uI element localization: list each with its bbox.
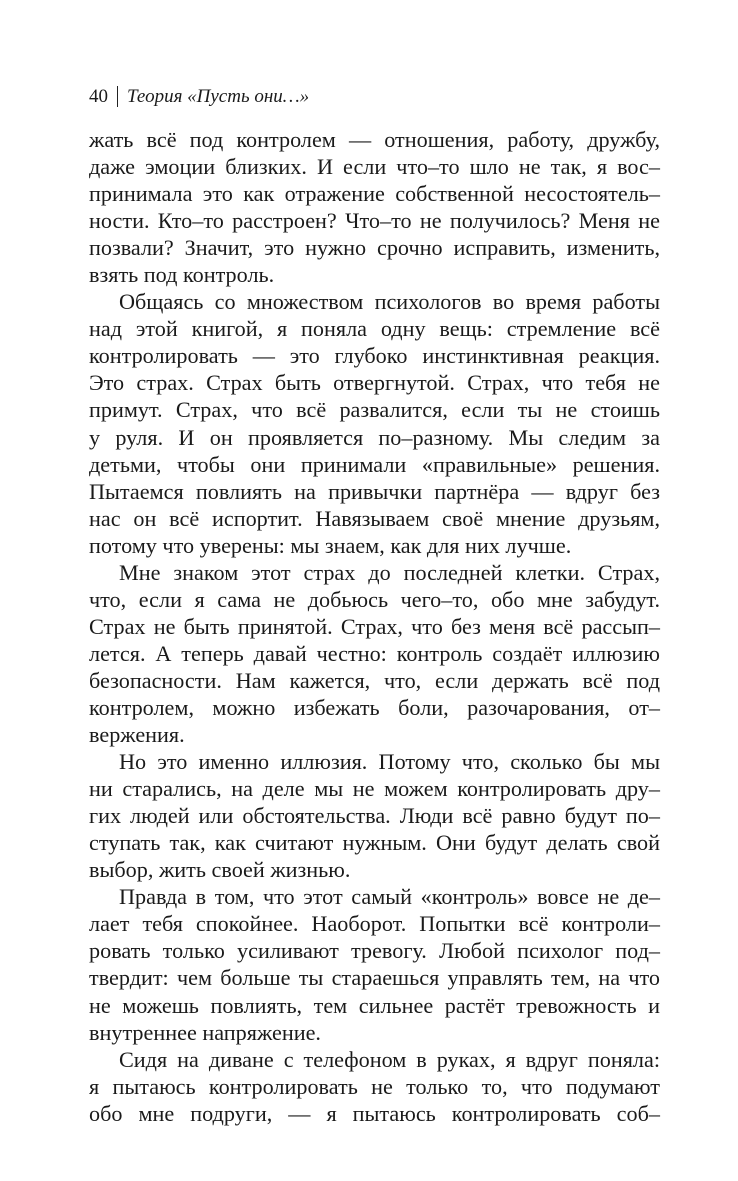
text-line: не можешь повлиять, тем сильнее растёт тревожность и <box>89 992 660 1018</box>
text-line: Общаясь со множеством психологов во время работы <box>119 289 660 315</box>
text-line: детьми, чтобы они принимали «правильные» решения. <box>89 451 660 477</box>
text-line: ступать так, как считают нужным. Они будут делать свой <box>89 830 660 856</box>
text-line: принимала это как отражение собственной несостоятель– <box>89 181 660 207</box>
paragraph <box>89 559 660 748</box>
text-line: безопасности. Нам кажется, что, если держать всё под <box>89 667 660 693</box>
text-line: Пытаемся повлиять на привычки партнёра — вдруг без <box>89 478 660 504</box>
text-line: обо мне подруги, — я пытаюсь контролировать соб– <box>89 1100 660 1126</box>
text-line: выбор, жить своей жизнью. <box>89 857 351 883</box>
paragraph <box>89 748 660 883</box>
text-line: ни старались, на деле мы не можем контролировать дру– <box>89 776 660 802</box>
text-line: над этой книгой, я поняла одну вещь: стремление всё <box>89 316 660 342</box>
text-line: примут. Страх, что всё развалится, если ты не стоишь <box>89 397 660 423</box>
text-line: Сидя на диване с телефоном в руках, я вдруг поняла: <box>119 1046 660 1072</box>
text-line: контролем, можно избежать боли, разочарования, от– <box>89 694 660 720</box>
text-line: Это страх. Страх быть отвергнутой. Страх, что тебя не <box>89 370 660 396</box>
page-number: 40 <box>89 86 108 107</box>
paragraph <box>89 883 660 1045</box>
running-title: Теория «Пусть они…» <box>127 86 310 107</box>
paragraph <box>89 126 660 288</box>
text-line: Мне знаком этот страх до последней клетки. Страх, <box>119 559 660 585</box>
text-line: потому что уверены: мы знаем, как для них лучше. <box>89 532 572 558</box>
text-line: взять под контроль. <box>89 262 275 288</box>
text-line: лется. А теперь давай честно: контроль создаёт иллюзию <box>89 640 660 666</box>
running-header <box>89 84 649 110</box>
text-line: твердит: чем больше ты стараешься управлять тем, на что <box>89 965 660 991</box>
text-line: Правда в том, что этот самый «контроль» вовсе не де– <box>119 884 660 910</box>
paragraph <box>89 288 660 558</box>
text-line: внутреннее напряжение. <box>89 1019 321 1045</box>
header-divider <box>117 86 118 107</box>
text-line: ровать только усиливают тревогу. Любой психолог под– <box>89 938 660 964</box>
text-line: Но это именно иллюзия. Потому что, сколько бы мы <box>119 749 660 775</box>
text-line: я пытаюсь контролировать не только то, что подумают <box>89 1073 660 1099</box>
text-line: позвали? Значит, это нужно срочно исправить, изменить, <box>89 235 660 261</box>
text-line: контролировать — это глубоко инстинктивная реакция. <box>89 343 660 369</box>
text-line: вержения. <box>89 722 185 748</box>
text-line: у руля. И он проявляется по–разному. Мы следим за <box>89 424 660 450</box>
text-line: жать всё под контролем — отношения, работу, дружбу, <box>89 127 660 152</box>
text-line: что, если я сама не добьюсь чего–то, обо мне забудут. <box>89 586 660 612</box>
text-line: гих людей или обстоятельства. Люди всё равно будут по– <box>89 803 660 829</box>
paragraph <box>89 1046 660 1127</box>
text-line: лает тебя спокойнее. Наоборот. Попытки всё контроли– <box>89 911 660 937</box>
text-line: ности. Кто–то расстроен? Что–то не получилось? Меня не <box>89 208 660 234</box>
text-line: Страх не быть принятой. Страх, что без меня всё рассып– <box>89 613 660 639</box>
text-line: даже эмоции близких. И если что–то шло не так, я вос– <box>89 154 660 180</box>
text-line: нас он всё испортит. Навязываем своё мнение друзьям, <box>89 505 660 531</box>
body-text <box>89 126 660 1127</box>
